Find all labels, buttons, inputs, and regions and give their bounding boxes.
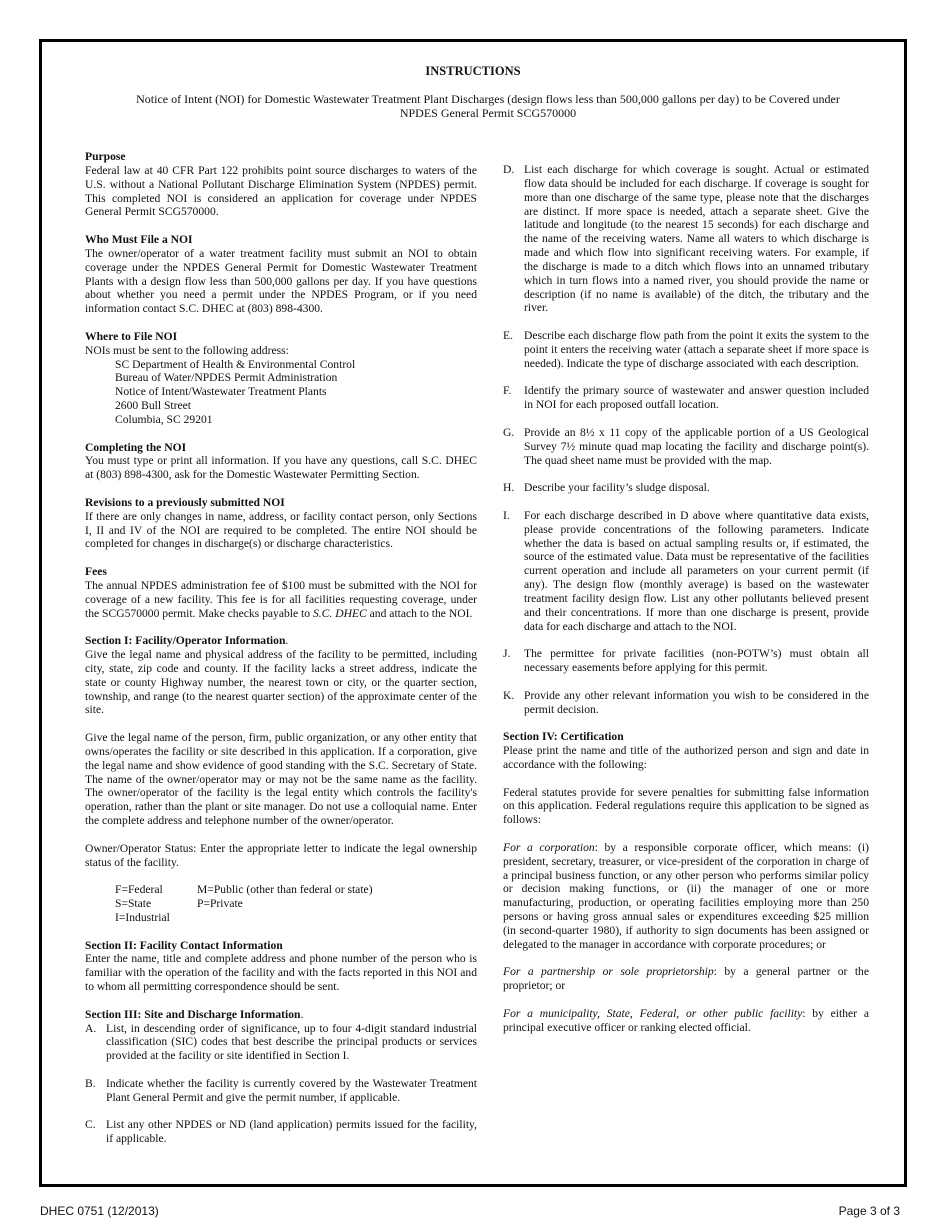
- list-letter: D.: [503, 163, 515, 176]
- section-heading: Completing the NOI: [85, 440, 187, 454]
- address-line: Columbia, SC 29201: [115, 412, 213, 426]
- list-text: Describe your facility’s sludge disposal.: [524, 481, 710, 495]
- status-code: M=Public (other than federal or state): [197, 883, 373, 897]
- list-text: List any other NPDES or ND (land application) permits issued for the facility, if applicable.: [106, 1118, 477, 1146]
- list-item: [85, 1077, 477, 1105]
- section-heading: Who Must File a NOI: [85, 233, 193, 247]
- section-body: The owner/operator of a water treatment facility must submit an NOI to obtain coverage under the NPDES General Permit for Domestic Wastewater Treatment Plants with a design flow less than 500,000 gallons per day. If you have questions about whether you need a permit under the NPDES Program, or if you need information contact S.C. DHEC at (803) 898-4300.: [85, 246, 477, 316]
- list-item: [503, 329, 869, 371]
- section-body: If there are only changes in name, address, or facility contact person, only Sections I, II and IV of the NOI are required to be completed. The entire NOI should be completed for changes in discharge(s) or discharge characteristics.: [85, 509, 477, 551]
- list-text: Identify the primary source of wastewater and answer question included in NOI for each proposed outfall location.: [524, 384, 869, 412]
- signatory-text: : by either a principal executive officer or ranking elected official.: [503, 1006, 869, 1034]
- heading-suffix: .: [300, 1007, 304, 1021]
- signatory-label: For a corporation: [503, 840, 595, 854]
- section-heading: Section IV: Certification: [503, 730, 624, 744]
- section-body: Enter the name, title and complete address and phone number of the person who is familiar with the operation of the facility and with the facts reported in this NOI and to whom all permitting correspondence should be sent.: [85, 952, 477, 994]
- list-letter: K.: [503, 688, 515, 702]
- address-line: Bureau of Water/NPDES Permit Administration: [115, 371, 338, 385]
- section-heading: Revisions to a previously submitted NOI: [85, 495, 285, 509]
- mailing-address: [85, 358, 477, 427]
- fees-text-end: and attach to the NOI.: [366, 606, 473, 620]
- list-text: Describe each discharge flow path from the point it exits the system to the point it enters the receiving water (attach a separate sheet if more space is needed). Indicate the type of discharge associated with each description.: [524, 329, 869, 370]
- list-item: [503, 647, 869, 675]
- page-number: Page 3 of 3: [838, 1204, 900, 1218]
- list-text: Provide any other relevant information you wish to be considered in the permit decision.: [524, 688, 869, 716]
- fees-section: [85, 565, 477, 620]
- section-body: NOIs must be sent to the following address:: [85, 343, 289, 357]
- section-3-title: Section III: Site and Discharge Information: [85, 1007, 301, 1021]
- section-1-paragraph: Give the legal name and physical address of the facility to be permitted, including city, state, zip code and county. If the facility lacks a street address, indicate the state or county Highway number, the nearest town or city, or the quarter section, township, and range (to the nearest quarter section) of the approximate center of the site.: [85, 648, 477, 717]
- list-item: [503, 689, 869, 717]
- right-column: [503, 163, 869, 1035]
- signatory-label: For a partnership or sole proprietorship: [503, 965, 714, 979]
- section-4-paragraph: Please print the name and title of the authorized person and sign and date in accordance with the following:: [503, 744, 869, 771]
- list-letter: G.: [503, 425, 515, 439]
- status-code: I=Industrial: [115, 910, 170, 924]
- section-heading: Section II: Facility Contact Information: [85, 938, 283, 952]
- signatory-text: : by a general partner or the proprietor; or: [503, 965, 869, 993]
- address-line: Notice of Intent/Wastewater Treatment Plants: [115, 385, 327, 399]
- page-title: INSTRUCTIONS: [425, 64, 521, 78]
- signatory-label: For a municipality, State, Federal, or other public facility: [503, 1006, 803, 1020]
- list-letter: A.: [85, 1021, 97, 1035]
- section-1: [85, 634, 477, 925]
- revisions-section: [85, 496, 477, 551]
- completing-section: [85, 441, 477, 483]
- status-code: S=State: [115, 897, 152, 911]
- status-code: P=Private: [197, 897, 243, 911]
- list-item: [503, 481, 869, 495]
- form-id: DHEC 0751 (12/2013): [40, 1204, 159, 1218]
- fees-text: The annual NPDES administration fee of $100 must be submitted with the NOI for coverage of a new facility. This fee is for all facilities requesting coverage, under the SCG570000 permit. Make checks payable to: [85, 578, 477, 620]
- section-1-paragraph: Give the legal name of the person, firm, public organization, or any other entity that owns/operates the facility or site described in this application. If a corporation, give the legal name and show evidence of good standing with the S.C. Secretary of State. The name of the owner/operator may or may not be the same name as the facility. The owner/operator of the facility is the legal entity which controls the facility's operation, rather than the plant or site manager. Do not use a colloquial name. Enter the complete address and telephone number of the owner/operator.: [85, 731, 477, 828]
- page-frame: [39, 39, 907, 1187]
- heading-suffix: .: [285, 634, 289, 648]
- list-text: The permittee for private facilities (non-POTW’s) must obtain all necessary easements before applying for this permit.: [524, 647, 869, 675]
- section-heading: [85, 1008, 477, 1022]
- list-text: List, in descending order of significance, up to four 4-digit standard industrial classification (SIC) codes that best describe the principal products or services provided at the facility or site identified in Section I.: [106, 1021, 477, 1063]
- left-column: [85, 150, 477, 1160]
- list-letter: H.: [503, 481, 515, 495]
- list-letter: C.: [85, 1118, 96, 1132]
- list-letter: I.: [503, 508, 510, 522]
- list-item: [85, 1118, 477, 1146]
- subtitle-line-2: NPDES General Permit SCG570000: [399, 106, 577, 120]
- where-to-file-section: [85, 330, 477, 427]
- list-item: [503, 384, 869, 412]
- list-text: For each discharge described in D above where quantitative data exists, please provide concentrations of the following parameters. Indicate whether the data is based on actual sampling results or, if estimated, the source of the estimated value. Data must be representative of the facilities current operation and include all parameters on your current permit (if any). The design flow (monthly average) is based on the wastewater treatment facility design flow. List any other pollutants believed present and their concentrations. If more than one discharge is present, provide data for each discharge and attach to the NOI.: [524, 508, 869, 633]
- list-letter: B.: [85, 1076, 96, 1090]
- fees-payee: S.C. DHEC: [312, 606, 367, 620]
- subtitle-line-1: Notice of Intent (NOI) for Domestic Wastewater Treatment Plant Discharges (design flows less than 500,000 gallons per day) to be Covered under: [136, 92, 840, 106]
- status-code: F=Federal: [115, 883, 163, 897]
- section-heading: Fees: [85, 565, 107, 579]
- section-1-title: Section I: Facility/Operator Information: [85, 634, 286, 648]
- list-text: Provide an 8½ x 11 copy of the applicable portion of a US Geological Survey 7½ minute quad map locating the facility and discharge point(s). The quad sheet name must be provided with the map.: [524, 425, 869, 467]
- signatory-text: : by a responsible corporate officer, which means: (i) president, secretary, treasurer, or vice-president of the corporation in charge of a principal business function, or any other person who performs similar policy or decision making functions, or (ii) the manager of one or more manufacturing, production, or operating facilities employing more than 250 persons or having gross annual sales or expenditures exceeding $25 million (in second-quarter 1980), if authority to sign documents has been assigned or delegated to the manager in accordance with corporate procedures; or: [503, 840, 869, 951]
- section-4-paragraph: Federal statutes provide for severe penalties for submitting false information on this application. Federal regulations require this application to be signed as follows:: [503, 785, 869, 827]
- address-line: 2600 Bull Street: [115, 399, 191, 413]
- municipality-signatory: [503, 1007, 869, 1035]
- section-body: Federal law at 40 CFR Part 122 prohibits point source discharges to waters of the U.S. without a National Pollutant Discharge Elimination System (NPDES) permit. This completed NOI is considered an application for coverage under NPDES General Permit SCG570000.: [85, 163, 477, 219]
- partnership-signatory: [503, 965, 869, 993]
- list-text: Indicate whether the facility is currently covered by the Wastewater Treatment Plant General Permit and give the permit number, if applicable.: [106, 1076, 477, 1104]
- list-item: [503, 426, 869, 468]
- corporation-signatory: [503, 841, 869, 952]
- list-letter: E.: [503, 329, 513, 343]
- section-heading: [85, 634, 477, 648]
- section-3: [85, 1008, 477, 1146]
- section-2: [85, 939, 477, 994]
- section-body: You must type or print all information. If you have any questions, call S.C. DHEC at (803) 898-4300, ask for the Domestic Wastewater Permitting Section.: [85, 454, 477, 482]
- section-4: [503, 730, 869, 1034]
- list-item: [503, 509, 869, 634]
- purpose-section: [85, 150, 477, 219]
- status-code: [197, 911, 477, 925]
- section-1-paragraph: Owner/Operator Status: Enter the appropriate letter to indicate the legal ownership status of the facility.: [85, 841, 477, 869]
- list-text: List each discharge for which coverage is sought. Actual or estimated flow data should be included for each discharge. If coverage is sought for more than one discharge of the same type, please note that the discharges are distinct. If more space is needed, attach a separate sheet. Give the latitude and longitude (to the nearest 15 seconds) for each discharge and the name of the receiving waters. Name all waters to which discharge is made and which flow into significant receiving waters. For example, if the discharge is made to a ditch which flows into an unnamed tributary which in turn flows into a named river, you should provide the name or description (if no name is available) of the ditch, the tributary and the river.: [524, 163, 869, 315]
- list-letter: F.: [503, 384, 512, 398]
- section-body: [85, 579, 477, 621]
- section-heading: Where to File NOI: [85, 329, 178, 343]
- list-item: [85, 1022, 477, 1064]
- list-letter: J.: [503, 647, 511, 661]
- list-item: [503, 163, 869, 315]
- page-subtitle: [122, 92, 854, 120]
- section-heading: Purpose: [85, 150, 126, 163]
- who-must-file-section: [85, 233, 477, 316]
- address-line: SC Department of Health & Environmental Control: [115, 357, 356, 371]
- ownership-status-codes: [85, 883, 477, 925]
